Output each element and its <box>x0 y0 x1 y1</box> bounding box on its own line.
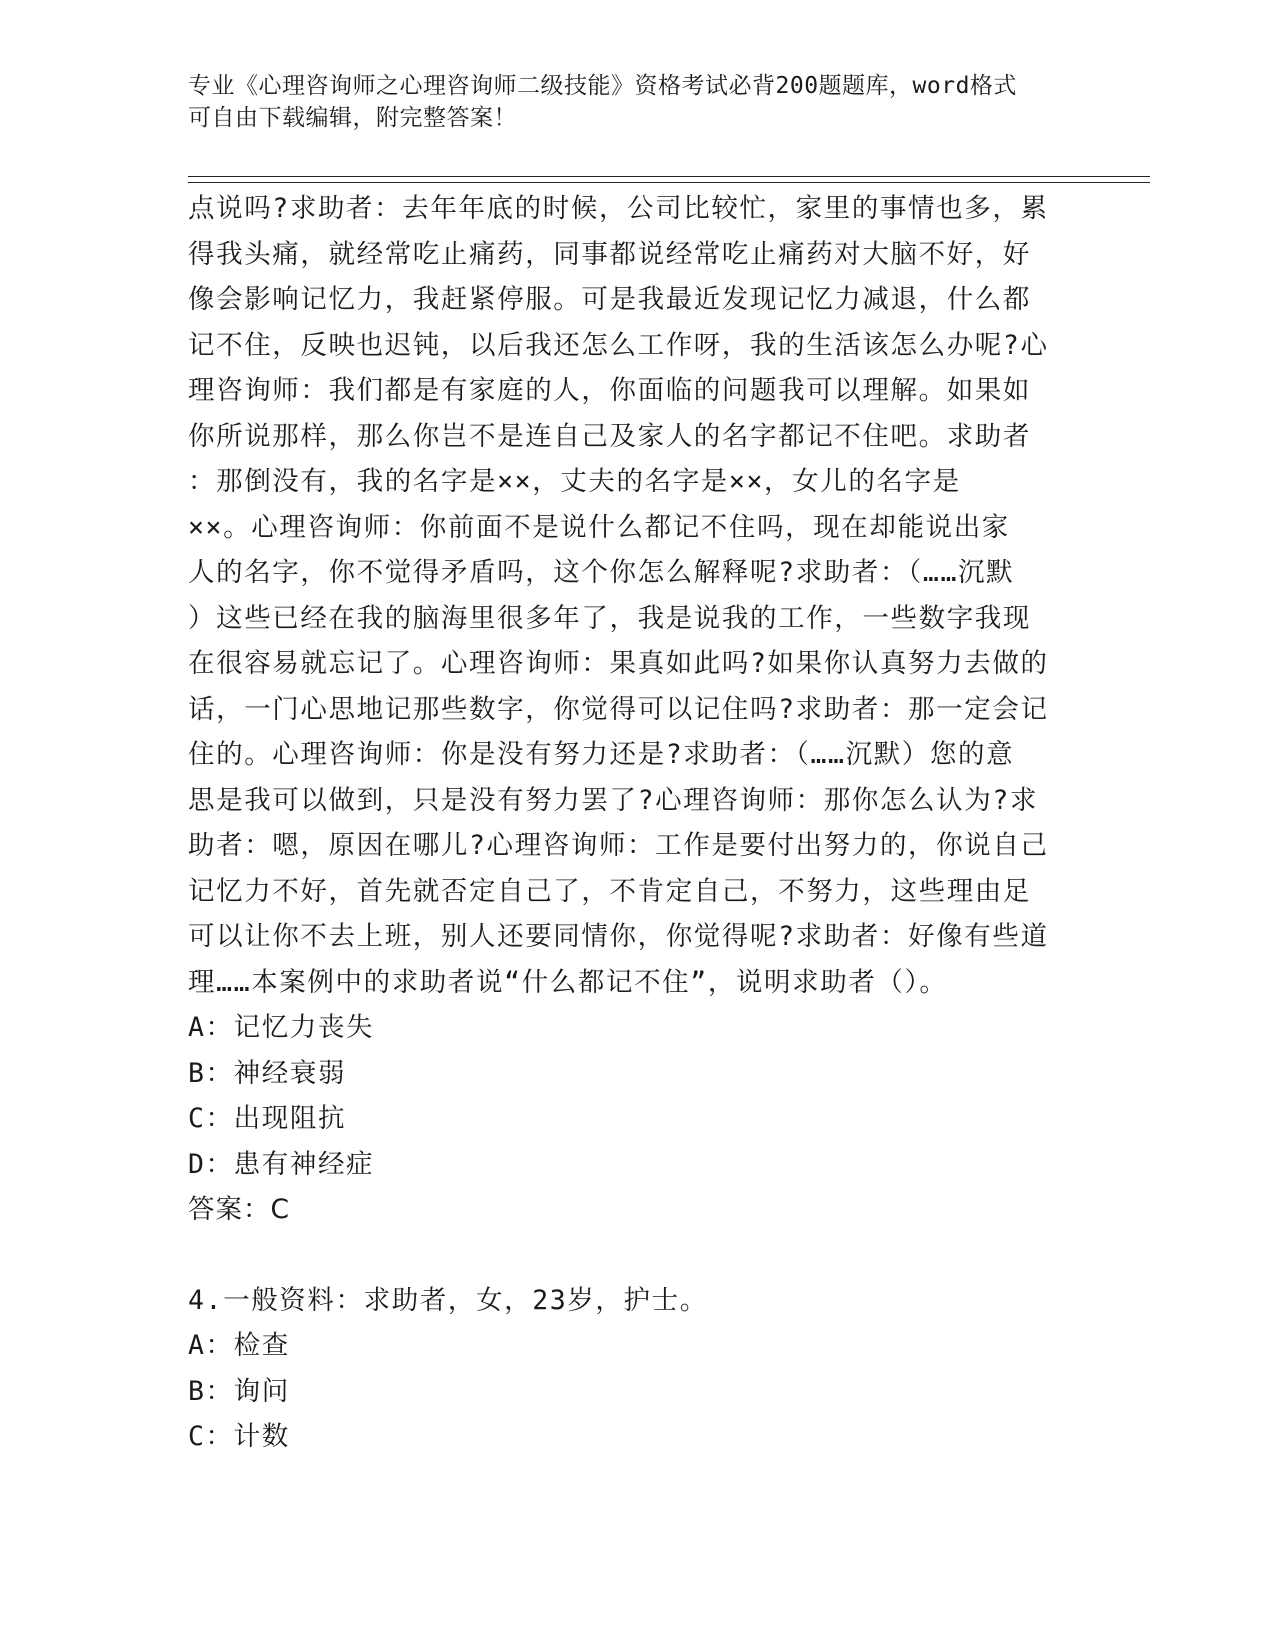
question-4-option-a: A：检查 <box>188 1330 290 1361</box>
question-3-line: 话，一门心思地记那些数字，你觉得可以记住吗?求助者：那一定会记 <box>188 693 1049 725</box>
question-3-answer: 答案：C <box>188 1194 291 1225</box>
question-3-option-b: B：神经衰弱 <box>188 1057 347 1089</box>
header-title-line-1: 专业《心理咨询师之心理咨询师二级技能》资格考试必背200题题库，word格式 <box>188 73 1017 99</box>
header-title-line-2: 可自由下载编辑，附完整答案！ <box>188 105 517 131</box>
question-3-option-a: A：记忆力丧失 <box>188 1012 375 1043</box>
question-3-line: 记忆力不好，首先就否定自己了，不肯定自己，不努力，这些理由足 <box>188 875 1031 907</box>
question-3-line: 点说吗?求助者：去年年底的时候，公司比较忙，家里的事情也多，累 <box>188 193 1049 224</box>
header-divider-bottom <box>188 182 1150 183</box>
question-3-line: ：那倒没有，我的名字是××，丈夫的名字是××，女儿的名字是 <box>188 466 961 497</box>
question-3-line: 人的名字，你不觉得矛盾吗，这个你怎么解释呢?求助者：（……沉默 <box>188 557 1015 588</box>
document-body <box>188 186 1088 1460</box>
question-3-line: ××。心理咨询师：你前面不是说什么都记不住吗，现在却能说出家 <box>188 511 1010 543</box>
question-3-line: 你所说那样，那么你岂不是连自己及家人的名字都记不住吧。求助者 <box>188 420 1031 452</box>
question-3-line: 理咨询师：我们都是有家庭的人，你面临的问题我可以理解。如果如 <box>188 375 1031 406</box>
question-3-line: 助者：嗯，原因在哪儿?心理咨询师：工作是要付出努力的，你说自己 <box>188 830 1049 861</box>
question-3-option-d: D：患有神经症 <box>188 1148 375 1180</box>
question-3-line: 思是我可以做到，只是没有努力罢了?心理咨询师：那你怎么认为?求 <box>188 784 1039 816</box>
question-3-line: 理……本案例中的求助者说“什么都记不住”，说明求助者（）。 <box>188 966 948 998</box>
question-3-line: 像会影响记忆力，我赶紧停服。可是我最近发现记忆力减退，什么都 <box>188 284 1031 315</box>
question-3-line: 可以让你不去上班，别人还要同情你，你觉得呢?求助者：好像有些道 <box>188 921 1049 952</box>
question-3-line: ）这些已经在我的脑海里很多年了，我是说我的工作，一些数字我现 <box>188 602 1031 634</box>
question-3-line: 住的。心理咨询师：你是没有努力还是?求助者：（……沉默）您的意 <box>188 739 1015 770</box>
question-4-option-c: C：计数 <box>188 1421 290 1452</box>
question-4-option-b: B：询问 <box>188 1375 290 1407</box>
question-3-line: 在很容易就忘记了。心理咨询师：果真如此吗?如果你认真努力去做的 <box>188 648 1049 679</box>
spacer <box>188 1233 1088 1278</box>
question-3-line: 得我头痛，就经常吃止痛药，同事都说经常吃止痛药对大脑不好，好 <box>188 238 1031 270</box>
question-3-option-c: C：出现阻抗 <box>188 1103 347 1134</box>
question-3-line: 记不住，反映也迟钝，以后我还怎么工作呀，我的生活该怎么办呢?心 <box>188 329 1049 361</box>
question-4-stem: 4.一般资料：求助者，女，23岁，护士。 <box>188 1284 708 1316</box>
question-3-stem <box>188 186 1088 1005</box>
page-header <box>188 70 1068 134</box>
header-divider-top <box>188 176 1150 177</box>
